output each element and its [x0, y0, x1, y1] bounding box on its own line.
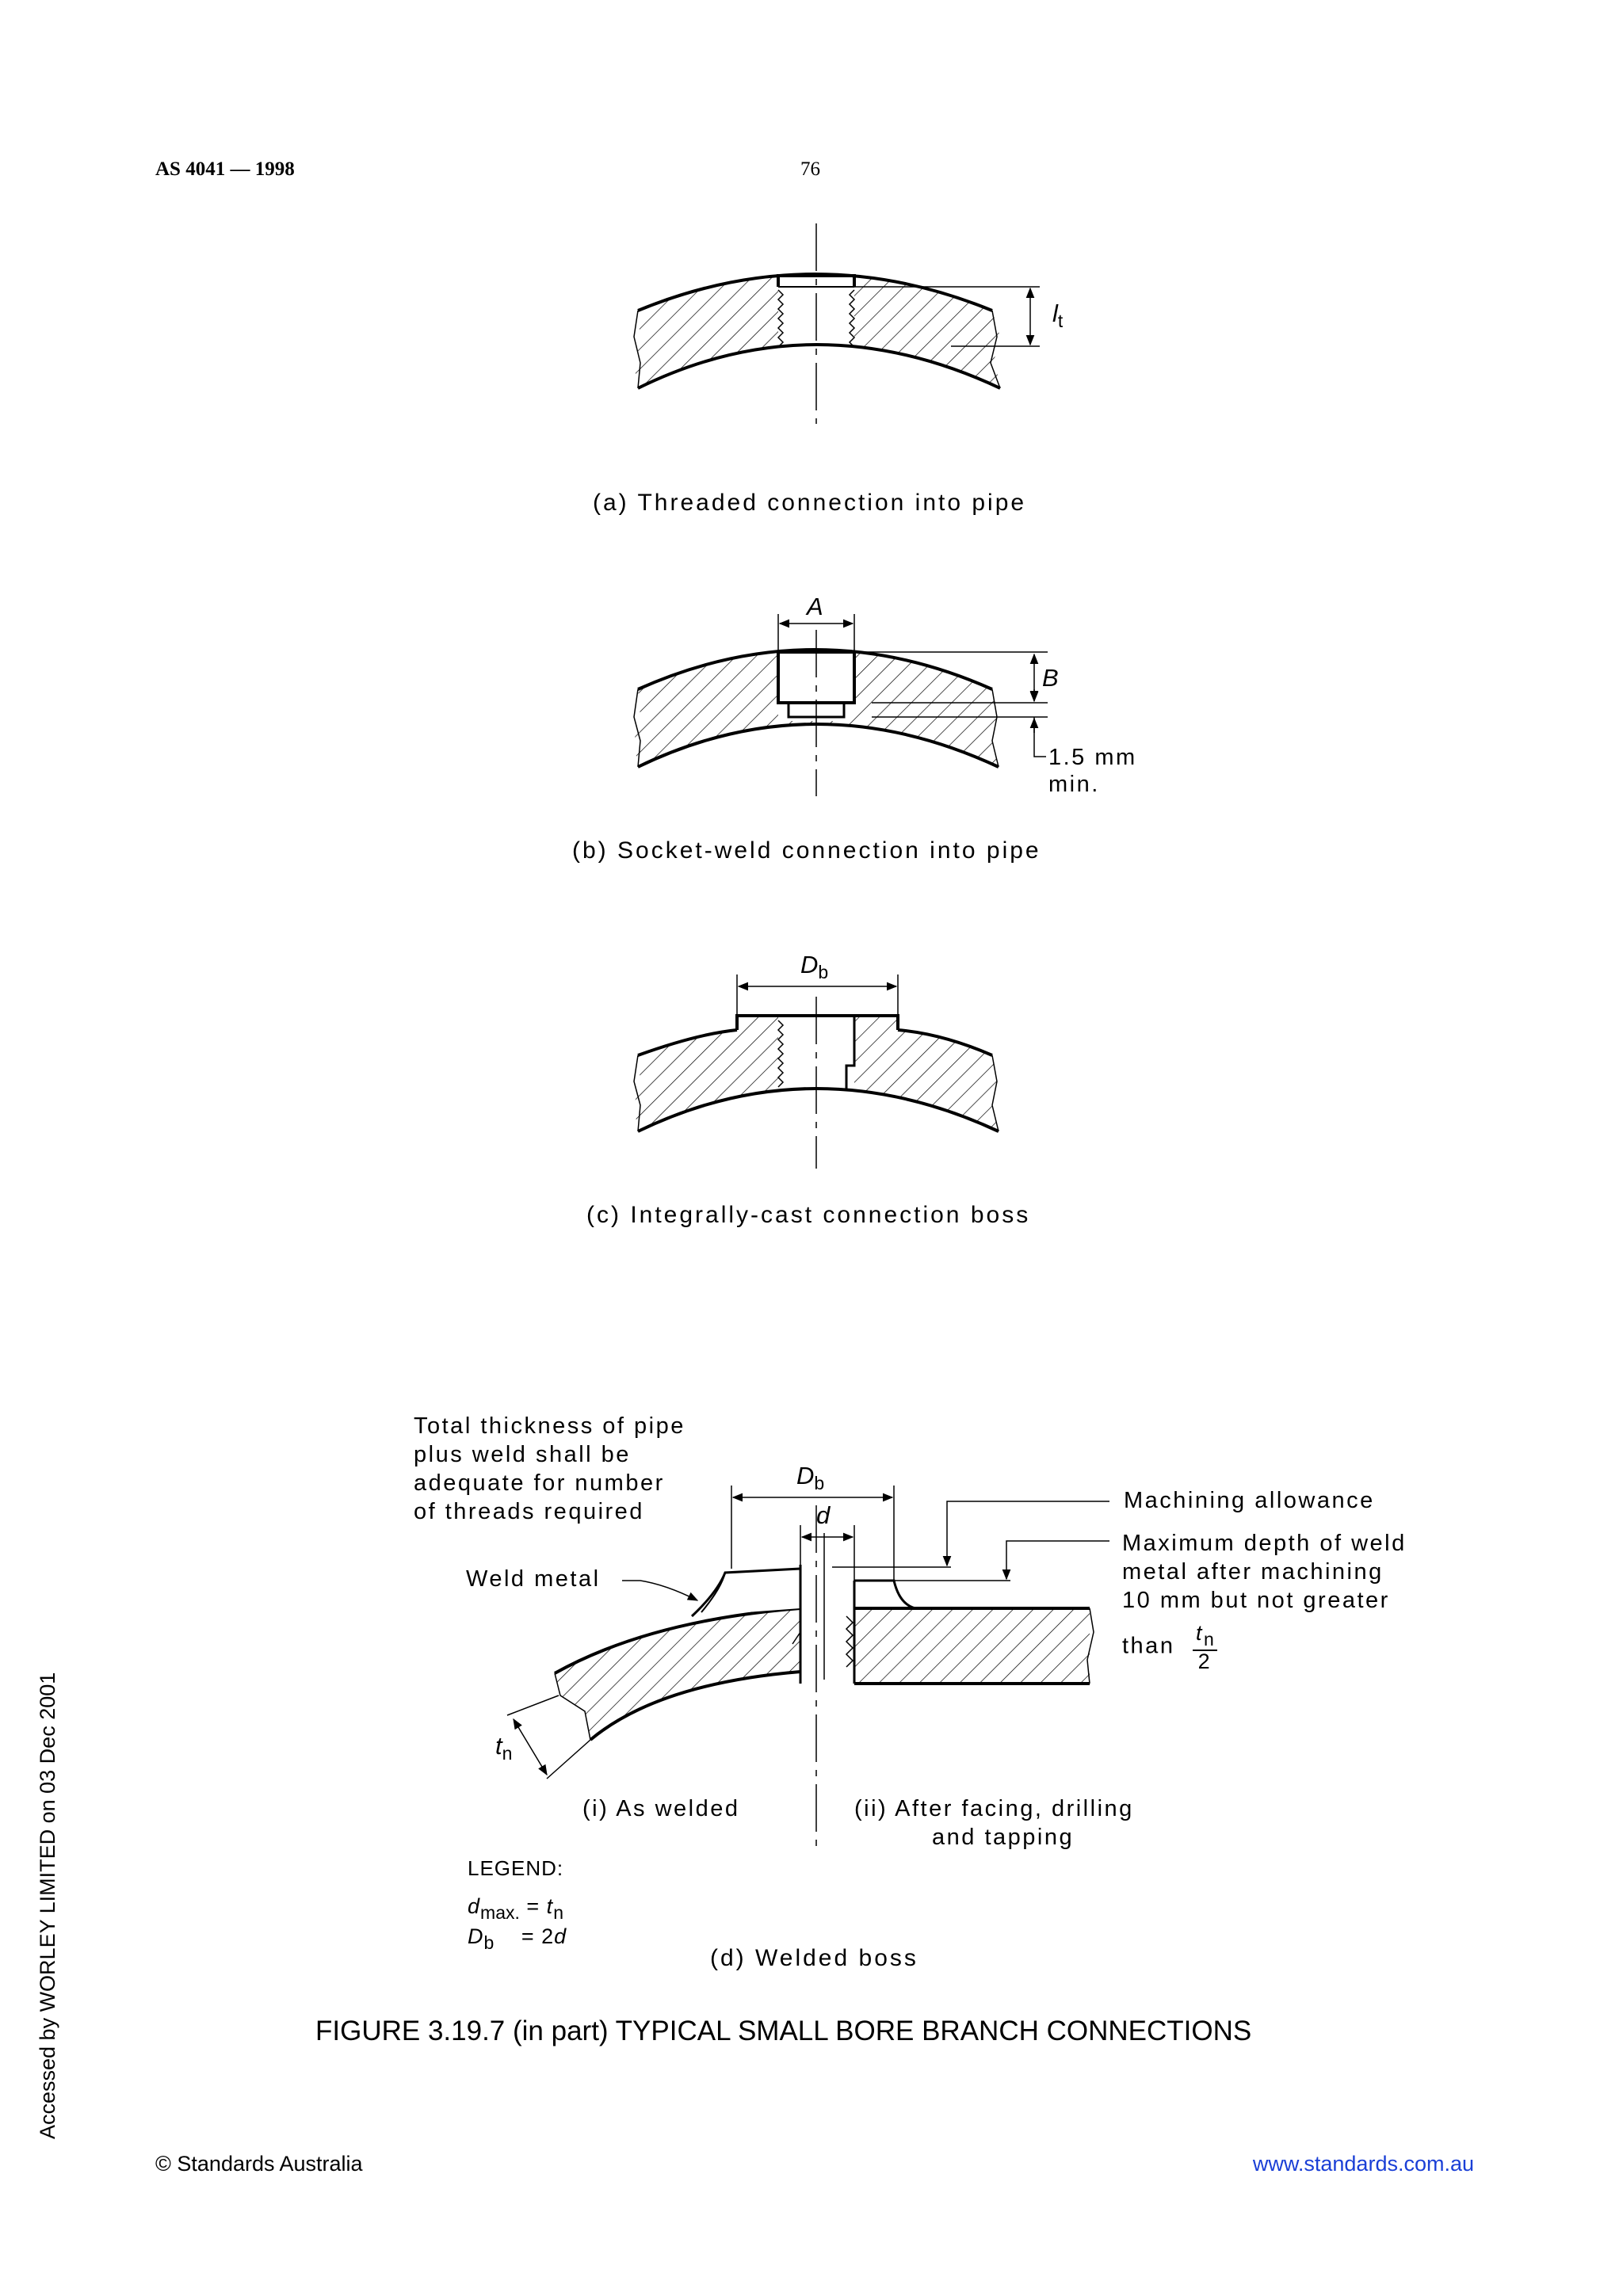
figure-b-drawing	[634, 614, 1048, 796]
page-number: 76	[800, 158, 820, 180]
figure-a-drawing	[634, 223, 1040, 424]
figure-b-min-line1: 1.5 mm	[1048, 745, 1137, 770]
figure-a-caption: (a) Threaded connection into pipe	[593, 490, 1027, 516]
figure-d-dim-db: $D_b$	[796, 1462, 825, 1493]
figure-d-max-depth-line1: Maximum depth of weld	[1122, 1531, 1407, 1556]
figure-b-dim-b: B	[1042, 664, 1059, 692]
figure-d-note-line4: of threads required	[414, 1499, 644, 1524]
figure-d-dim-tn: $t_n$	[495, 1732, 513, 1764]
figure-c-drawing	[634, 974, 999, 1169]
figure-d-dim-d: d	[816, 1501, 831, 1529]
figure-d-machining-allowance: Machining allowance	[1124, 1488, 1375, 1513]
figure-d-max-depth-line2: metal after machining	[1122, 1559, 1384, 1585]
figure-d-note-line3: adequate for number	[414, 1470, 665, 1496]
standard-code: AS 4041 — 1998	[155, 158, 295, 180]
footer-copyright: © Standards Australia	[155, 2152, 363, 2176]
figure-d-after-facing-line1: (ii) After facing, drilling	[854, 1796, 1134, 1821]
figure-b-dim-a: A	[807, 593, 823, 620]
figure-d-weld-metal: Weld metal	[466, 1566, 601, 1592]
figure-b-min-line2: min.	[1048, 772, 1100, 797]
legend-title: LEGEND:	[468, 1856, 564, 1880]
figure-c-caption: (c) Integrally-cast connection boss	[586, 1202, 1031, 1228]
figure-a-dim-lt: $l_t$	[1052, 299, 1064, 331]
legend-item-1: dmax. = tn	[468, 1894, 563, 1923]
footer-website-link[interactable]: www.standards.com.au	[1252, 2152, 1474, 2176]
access-note: Accessed by WORLEY LIMITED on 03 Dec 2001	[36, 1672, 59, 2139]
figure-title: FIGURE 3.19.7 (in part) TYPICAL SMALL BORE BRANCH CONNECTIONS	[315, 2016, 1252, 2046]
figure-c-dim-db: $D_b$	[800, 951, 829, 982]
figure-d-after-facing-line2: and tapping	[932, 1825, 1075, 1850]
figure-d-max-depth-line4: than $\frac{tn}{2}$	[1122, 1623, 1217, 1672]
figure-d-note-line2: plus weld shall be	[414, 1442, 631, 1467]
figure-d-note-line1: Total thickness of pipe	[414, 1413, 685, 1439]
figure-d-fraction: $\frac{tn}{2}$	[1193, 1623, 1217, 1672]
figure-b-caption: (b) Socket-weld connection into pipe	[572, 837, 1041, 864]
figure-d-caption: (d) Welded boss	[710, 1945, 918, 1971]
figure-d-max-depth-line3: 10 mm but not greater	[1122, 1588, 1390, 1613]
legend-item-2: Db = 2d	[468, 1924, 567, 1953]
figure-d-as-welded: (i) As welded	[582, 1796, 740, 1821]
